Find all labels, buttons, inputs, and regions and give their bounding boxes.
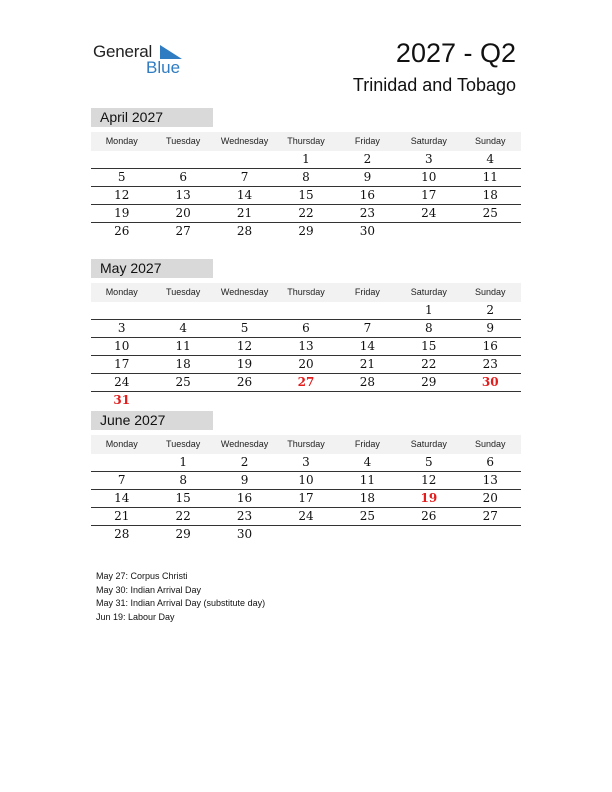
date-cell: 3	[425, 152, 433, 166]
month-label: May 2027	[91, 259, 213, 278]
week-row	[91, 490, 521, 508]
date-cell: 5	[425, 455, 433, 469]
month-calendar-april	[91, 108, 521, 240]
date-cell	[91, 454, 152, 471]
date-cell: 7	[363, 321, 372, 335]
date-cell	[275, 392, 336, 409]
date-cell: 2	[363, 152, 372, 166]
weekday-header-row	[91, 132, 521, 151]
date-cell: 21	[359, 357, 376, 371]
logo-text-blue: Blue	[146, 58, 181, 77]
date-cell: 16	[236, 491, 253, 505]
weekday-header: Saturday	[410, 439, 447, 449]
date-cell: 4	[179, 321, 187, 335]
date-cell	[214, 151, 275, 168]
logo-triangle-icon	[160, 45, 182, 59]
generalblue-logo	[93, 40, 193, 80]
date-cell: 1	[179, 455, 187, 469]
date-cell	[152, 392, 213, 409]
date-cell	[214, 302, 275, 319]
date-cell: 1	[302, 152, 310, 166]
weekday-header-row	[91, 283, 521, 302]
date-cell: 3	[302, 455, 310, 469]
date-cell: 10	[421, 170, 437, 184]
date-cell: 22	[175, 509, 191, 523]
date-cell: 24	[114, 375, 130, 389]
weekday-header: Sunday	[474, 439, 506, 449]
date-cell	[91, 302, 152, 319]
date-cell: 13	[298, 339, 314, 353]
holiday-date-cell: 30	[481, 375, 499, 389]
date-cell: 21	[236, 206, 253, 220]
week-row	[91, 338, 521, 356]
week-row	[91, 508, 521, 526]
weekday-header: Friday	[354, 439, 380, 449]
weekday-header: Monday	[105, 439, 138, 449]
date-cell: 18	[175, 357, 191, 371]
date-cell: 23	[482, 357, 498, 371]
date-cell	[152, 151, 213, 168]
date-cell: 17	[114, 357, 130, 371]
date-cell	[460, 392, 521, 409]
date-cell: 15	[421, 339, 437, 353]
date-cell	[460, 526, 521, 543]
weekday-header: Saturday	[410, 136, 447, 146]
date-cell: 28	[114, 527, 130, 541]
date-cell	[275, 526, 336, 543]
weekday-header: Monday	[105, 136, 138, 146]
date-cell: 17	[421, 188, 437, 202]
holiday-note: Jun 19: Labour Day	[96, 611, 175, 622]
week-row	[91, 223, 521, 240]
date-cell: 20	[482, 491, 498, 505]
date-cell: 23	[236, 509, 253, 523]
date-cell: 4	[486, 152, 495, 166]
date-cell: 16	[482, 339, 498, 353]
date-cell: 28	[359, 375, 376, 389]
date-cell: 22	[298, 206, 314, 220]
week-row	[91, 151, 521, 169]
weekday-header: Wednesday	[220, 136, 269, 146]
date-cell	[214, 392, 275, 409]
date-cell	[337, 392, 398, 409]
holiday-note: May 27: Corpus Christi	[96, 571, 188, 581]
date-cell: 14	[236, 188, 253, 202]
date-cell: 18	[482, 188, 498, 202]
date-cell: 8	[179, 473, 187, 487]
date-cell: 9	[240, 473, 249, 487]
week-row	[91, 356, 521, 374]
date-cell: 30	[236, 527, 253, 541]
weekday-header: Saturday	[410, 287, 447, 297]
date-cell: 25	[359, 509, 376, 523]
weekday-header: Tuesday	[166, 287, 201, 297]
date-cell: 16	[359, 188, 376, 202]
date-cell: 20	[175, 206, 191, 220]
holiday-date-cell: 31	[113, 393, 131, 407]
weekday-header: Tuesday	[166, 439, 201, 449]
date-cell: 8	[425, 321, 433, 335]
month-label: April 2027	[91, 108, 213, 127]
holiday-note: May 31: Indian Arrival Day (substitute day)	[96, 598, 266, 608]
holiday-date-cell: 27	[297, 375, 315, 389]
date-cell: 29	[175, 527, 191, 541]
weekday-header: Thursday	[287, 287, 325, 297]
date-cell: 17	[298, 491, 314, 505]
date-cell	[398, 392, 459, 409]
date-cell: 5	[117, 170, 126, 184]
weekday-header: Wednesday	[220, 287, 269, 297]
holiday-note: May 30: Indian Arrival Day	[96, 584, 202, 595]
date-cell	[275, 302, 336, 319]
date-cell: 29	[421, 375, 437, 389]
date-cell: 13	[175, 188, 191, 202]
date-cell: 9	[486, 321, 495, 335]
date-cell: 26	[114, 224, 130, 238]
date-cell: 14	[359, 339, 376, 353]
date-cell: 11	[482, 170, 498, 184]
date-cell: 18	[359, 491, 376, 505]
date-cell: 10	[298, 473, 314, 487]
date-cell: 6	[302, 321, 310, 335]
date-cell: 25	[482, 206, 498, 220]
date-cell: 2	[240, 455, 249, 469]
weekday-header: Thursday	[287, 439, 325, 449]
date-cell: 29	[298, 224, 314, 238]
date-cell: 21	[114, 509, 130, 523]
date-cell	[91, 151, 152, 168]
date-cell: 11	[175, 339, 191, 353]
weekday-header: Friday	[354, 136, 380, 146]
date-cell: 6	[486, 455, 495, 469]
date-cell	[337, 526, 398, 543]
date-cell	[337, 302, 398, 319]
weekday-header: Monday	[105, 287, 138, 297]
weekday-header: Wednesday	[220, 439, 269, 449]
date-cell: 3	[117, 321, 126, 335]
date-cell: 2	[486, 303, 495, 317]
logo-text-general: General	[93, 42, 153, 61]
date-cell: 9	[363, 170, 372, 184]
week-row	[91, 392, 521, 409]
date-cell	[398, 223, 459, 240]
week-row	[91, 374, 521, 392]
date-cell: 12	[236, 339, 253, 353]
date-cell: 28	[236, 224, 253, 238]
date-cell	[152, 302, 213, 319]
date-cell: 13	[482, 473, 498, 487]
date-cell: 11	[359, 473, 376, 487]
weekday-header: Sunday	[474, 287, 506, 297]
date-cell: 19	[114, 206, 130, 220]
date-cell: 7	[117, 473, 126, 487]
date-cell: 30	[359, 224, 376, 238]
week-row	[91, 472, 521, 490]
date-cell	[398, 526, 459, 543]
weekday-header: Tuesday	[166, 136, 201, 146]
date-cell: 7	[240, 170, 249, 184]
week-row	[91, 187, 521, 205]
weekday-header: Friday	[354, 287, 380, 297]
weekday-header: Thursday	[287, 136, 325, 146]
date-cell: 27	[482, 509, 498, 523]
date-cell: 12	[421, 473, 437, 487]
date-cell: 4	[363, 455, 372, 469]
weekday-header-row	[91, 435, 521, 454]
date-cell: 19	[236, 357, 253, 371]
date-cell: 1	[425, 303, 433, 317]
date-cell: 14	[114, 491, 130, 505]
month-calendar-may	[91, 259, 521, 409]
week-row	[91, 302, 521, 320]
date-cell: 27	[175, 224, 191, 238]
week-row	[91, 454, 521, 472]
date-cell: 15	[298, 188, 314, 202]
week-row	[91, 169, 521, 187]
date-cell: 10	[114, 339, 130, 353]
month-calendar-june	[91, 411, 521, 543]
country-name: Trinidad and Tobago	[352, 75, 516, 95]
week-row	[91, 526, 521, 543]
date-cell: 23	[359, 206, 376, 220]
holiday-date-cell: 19	[420, 491, 438, 505]
date-cell: 25	[175, 375, 191, 389]
weekday-header: Sunday	[474, 136, 506, 146]
holiday-list	[96, 570, 265, 624]
date-cell: 12	[114, 188, 130, 202]
date-cell: 22	[421, 357, 437, 371]
date-cell: 20	[298, 357, 314, 371]
date-cell: 15	[175, 491, 191, 505]
date-cell: 8	[302, 170, 310, 184]
date-cell: 24	[421, 206, 437, 220]
date-cell: 5	[240, 321, 249, 335]
date-cell: 6	[179, 170, 187, 184]
date-cell: 26	[421, 509, 437, 523]
page-title: 2027 - Q2	[395, 38, 516, 68]
date-cell: 24	[298, 509, 314, 523]
week-row	[91, 320, 521, 338]
week-row	[91, 205, 521, 223]
date-cell	[460, 223, 521, 240]
date-cell: 26	[236, 375, 253, 389]
month-label: June 2027	[91, 411, 213, 430]
